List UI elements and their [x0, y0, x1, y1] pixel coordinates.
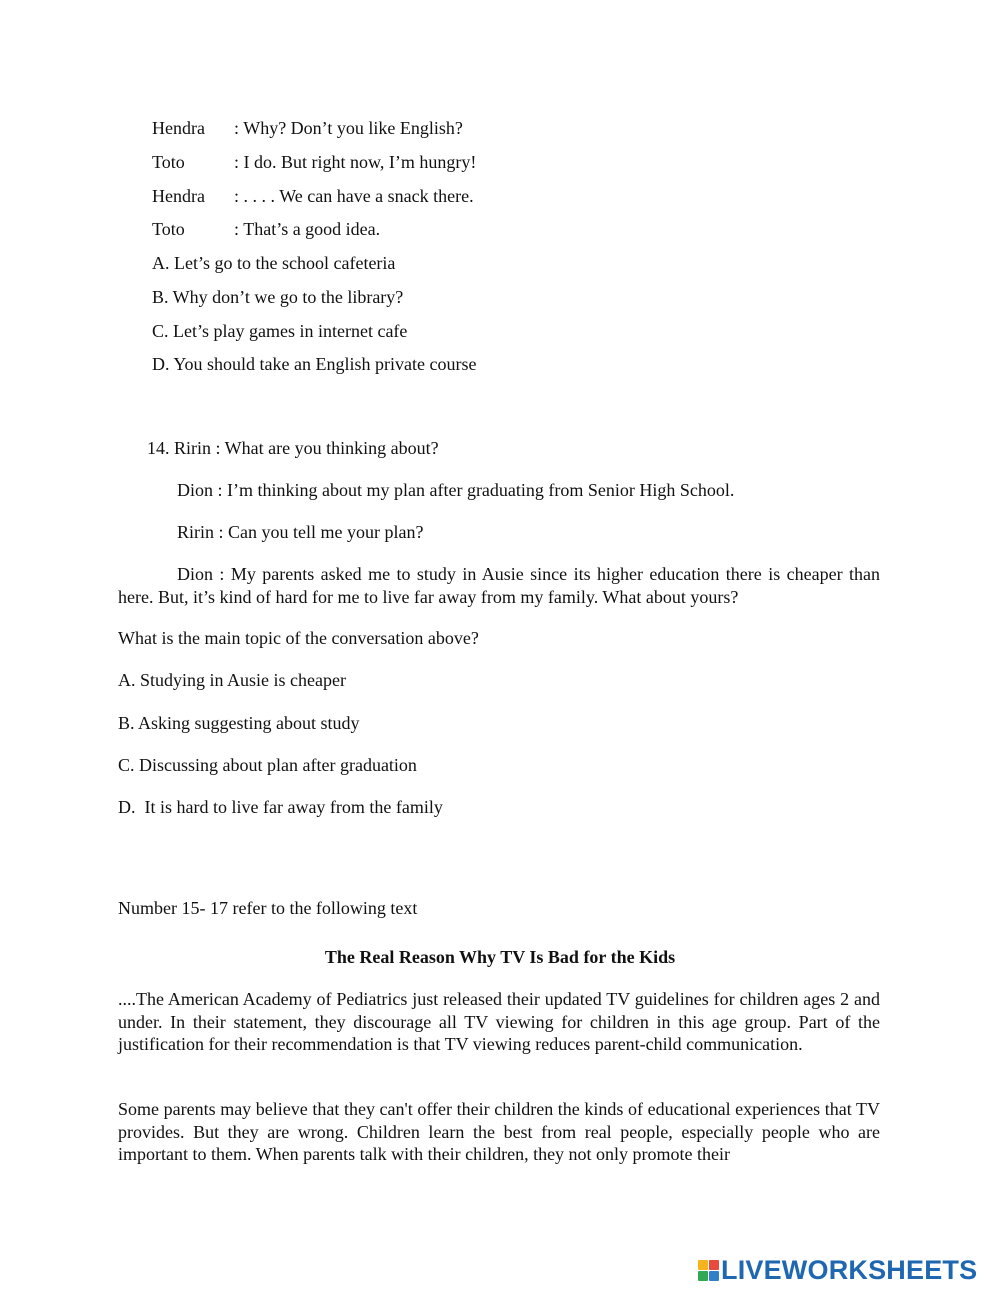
instruction: Number 15- 17 refer to the following text	[118, 898, 418, 918]
answer-option: D. It is hard to live far away from the family	[118, 797, 443, 817]
answer-option: A. Studying in Ausie is cheaper	[118, 670, 346, 690]
speaker-name: Hendra	[152, 118, 205, 138]
logo-square	[698, 1260, 708, 1270]
speaker-name: Toto	[152, 152, 185, 172]
question-14-line: 14. Ririn : What are you thinking about?	[147, 438, 439, 458]
question-14-line: Ririn : Can you tell me your plan?	[177, 522, 424, 542]
dialogue-line-text: : . . . . We can have a snack there.	[234, 186, 474, 206]
text-paragraph: Some parents may believe that they can't offer their children the kinds of educational experiences that TV provides. But they are wrong. Children learn the best from real people, especially people who are important to them. When parents talk with their children, they not only promote their	[118, 1099, 880, 1164]
speaker-name: Hendra	[152, 186, 205, 206]
dialogue-line-text: : I do. But right now, I’m hungry!	[234, 152, 477, 172]
speaker-name: Toto	[152, 219, 185, 239]
question-14-paragraph: Dion : My parents asked me to study in Ausie since its higher education there is cheaper than here. But, it’s kind of hard for me to live far away from my family. What about yours?	[118, 564, 880, 607]
answer-option: D. You should take an English private course	[152, 354, 477, 374]
text-title: The Real Reason Why TV Is Bad for the Kids	[324, 947, 676, 967]
logo-square	[698, 1271, 708, 1281]
liveworksheets-logo	[698, 1255, 977, 1285]
question-14-prompt: What is the main topic of the conversation above?	[118, 628, 479, 648]
answer-option: A. Let’s go to the school cafeteria	[152, 253, 396, 273]
logo-square	[709, 1260, 719, 1270]
logo-mark-icon	[698, 1260, 719, 1281]
text-paragraph: ....The American Academy of Pediatrics just released their updated TV guidelines for children ages 2 and under. In their statement, they discourage all TV viewing for children in this age group. Part of the justification for their recommendation is that TV viewing reduces parent-child communication.	[118, 989, 880, 1054]
dialogue-line-text: : That’s a good idea.	[234, 219, 381, 239]
dialogue-line-text: : Why? Don’t you like English?	[234, 118, 463, 138]
logo-text: LIVEWORKSHEETS	[721, 1254, 978, 1285]
answer-option: B. Why don’t we go to the library?	[152, 287, 404, 307]
question-14-line: Dion : I’m thinking about my plan after graduating from Senior High School.	[177, 480, 735, 500]
answer-option: C. Let’s play games in internet cafe	[152, 321, 408, 341]
logo-square	[709, 1271, 719, 1281]
answer-option: C. Discussing about plan after graduation	[118, 755, 417, 775]
answer-option: B. Asking suggesting about study	[118, 713, 360, 733]
